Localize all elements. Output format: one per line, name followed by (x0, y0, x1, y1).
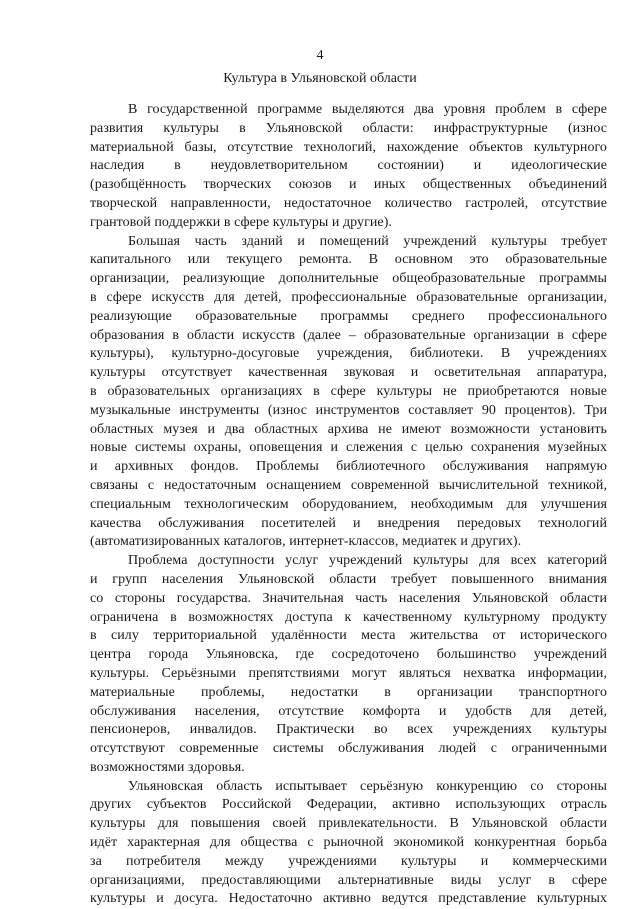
text-line: в образовательных организациях в сфере культуры не приобретаются новые (90, 383, 607, 399)
text-line: ограничена в возможностях доступа к качественному культурному продукту (90, 609, 607, 625)
text-line: развития культуры в Ульяновской области: инфраструктурные (износ (90, 120, 607, 136)
text-line: центра города Ульяновска, где сосредоточено большинство учреждений (90, 647, 607, 663)
text-line: (разобщённость творческих союзов и иных общественных объединений (90, 177, 607, 193)
text-line: Проблема доступности услуг учреждений культуры для всех категорий (128, 553, 607, 569)
text-line: музыкальные инструменты (износ инструментов составляет 90 процентов). Три (90, 402, 607, 418)
text-line: пенсионеров, инвалидов. Практически во всех учреждениях культуры (90, 722, 607, 738)
text-line: наследия в неудовлетворительном состоянии) и идеологические (90, 158, 607, 174)
text-line: Ульяновская область испытывает серьёзную конкуренцию со стороны (128, 778, 607, 794)
text-line: культуры отсутствует качественная звуковая и осветительная аппаратура, (90, 365, 607, 381)
body-text (90, 101, 607, 909)
text-line: отсутствуют современные системы обслуживания людей с ограниченными (90, 741, 607, 757)
text-line: связаны с недостаточным оснащением современной вычислительной техникой, (90, 477, 607, 493)
text-line: материальной базы, отсутствие технологий, нахождение объектов культурного (90, 139, 607, 155)
text-line: материальные проблемы, недостатки в организации транспортного (90, 684, 607, 700)
text-line: В государственной программе выделяются два уровня проблем в сфере (128, 102, 607, 117)
text-line: (автоматизированных каталогов, интернет-классов, медиатек и других). (90, 534, 522, 550)
text-line: культуры. Серьёзными препятствиями могут являться нехватка информации, (90, 665, 607, 681)
section-heading: Культура в Ульяновской области (223, 71, 417, 86)
text-line: и групп населения Ульяновской области требует повышенного внимания (90, 571, 607, 587)
text-line: качества обслуживания посетителей и внедрения передовых технологий (90, 515, 607, 531)
page-number: 4 (316, 48, 324, 63)
text-line: в сфере искусств для детей, профессиональные образовательные организации, (90, 289, 607, 305)
text-line: творческой направленности, недостаточное количество гастролей, отсутствие (90, 195, 607, 211)
text-line: образования в области искусств (далее – образовательные организации в сфере (90, 327, 607, 343)
paragraph-accessibility (90, 552, 607, 571)
text-line: других субъектов Российской Федерации, активно использующих отрасль (90, 797, 607, 813)
text-line: в силу территориальной удалённости места жительства от исторического (90, 628, 607, 644)
paragraph-buildings-repair (90, 233, 607, 252)
text-line: идёт характерная для общества с рыночной экономикой конкурентная борьба (90, 835, 607, 851)
text-line: областных музея и два областных архива не имеют возможности установить (90, 421, 607, 437)
text-line: культуры), культурно-досуговые учреждения, библиотеки. В учреждениях (90, 346, 607, 362)
paragraph-infrastructure-problems (90, 101, 607, 120)
text-line: обслуживания населения, отсутствие комфорта и удобств для детей, (90, 703, 607, 719)
text-line: Большая часть зданий и помещений учреждений культуры требует (128, 233, 607, 249)
text-line: реализующие образовательные программы среднего профессионального (90, 308, 607, 324)
text-line: возможностями здоровья. (90, 759, 245, 775)
text-line: капитального или текущего ремонта. В основном это образовательные (90, 252, 607, 268)
text-line: новые системы охраны, оповещения и слежения с целью сохранения музейных (90, 440, 607, 456)
text-line: грантовой поддержки в сфере культуры и другие). (90, 214, 392, 230)
paragraph-competition (90, 778, 607, 797)
text-line: организациями, предоставляющими альтернативные виды услуг в сфере (90, 872, 607, 888)
text-line: специальным технологическим оборудованием, необходимым для улучшения (90, 496, 607, 512)
text-line: организации, реализующие дополнительные общеобразовательные программы (90, 271, 607, 287)
text-line: культуры и досуга. Недостаточно активно ведутся представление культурных (90, 891, 607, 907)
text-line: и архивных фондов. Проблемы библиотечного обслуживания напрямую (90, 459, 607, 475)
text-line: со стороны государства. Значительная часть населения Ульяновской области (90, 590, 607, 606)
text-line: за потребителя между учреждениями культуры и коммерческими (90, 853, 607, 869)
text-line: культуры для повышения своей привлекательности. В Ульяновской области (90, 816, 607, 832)
